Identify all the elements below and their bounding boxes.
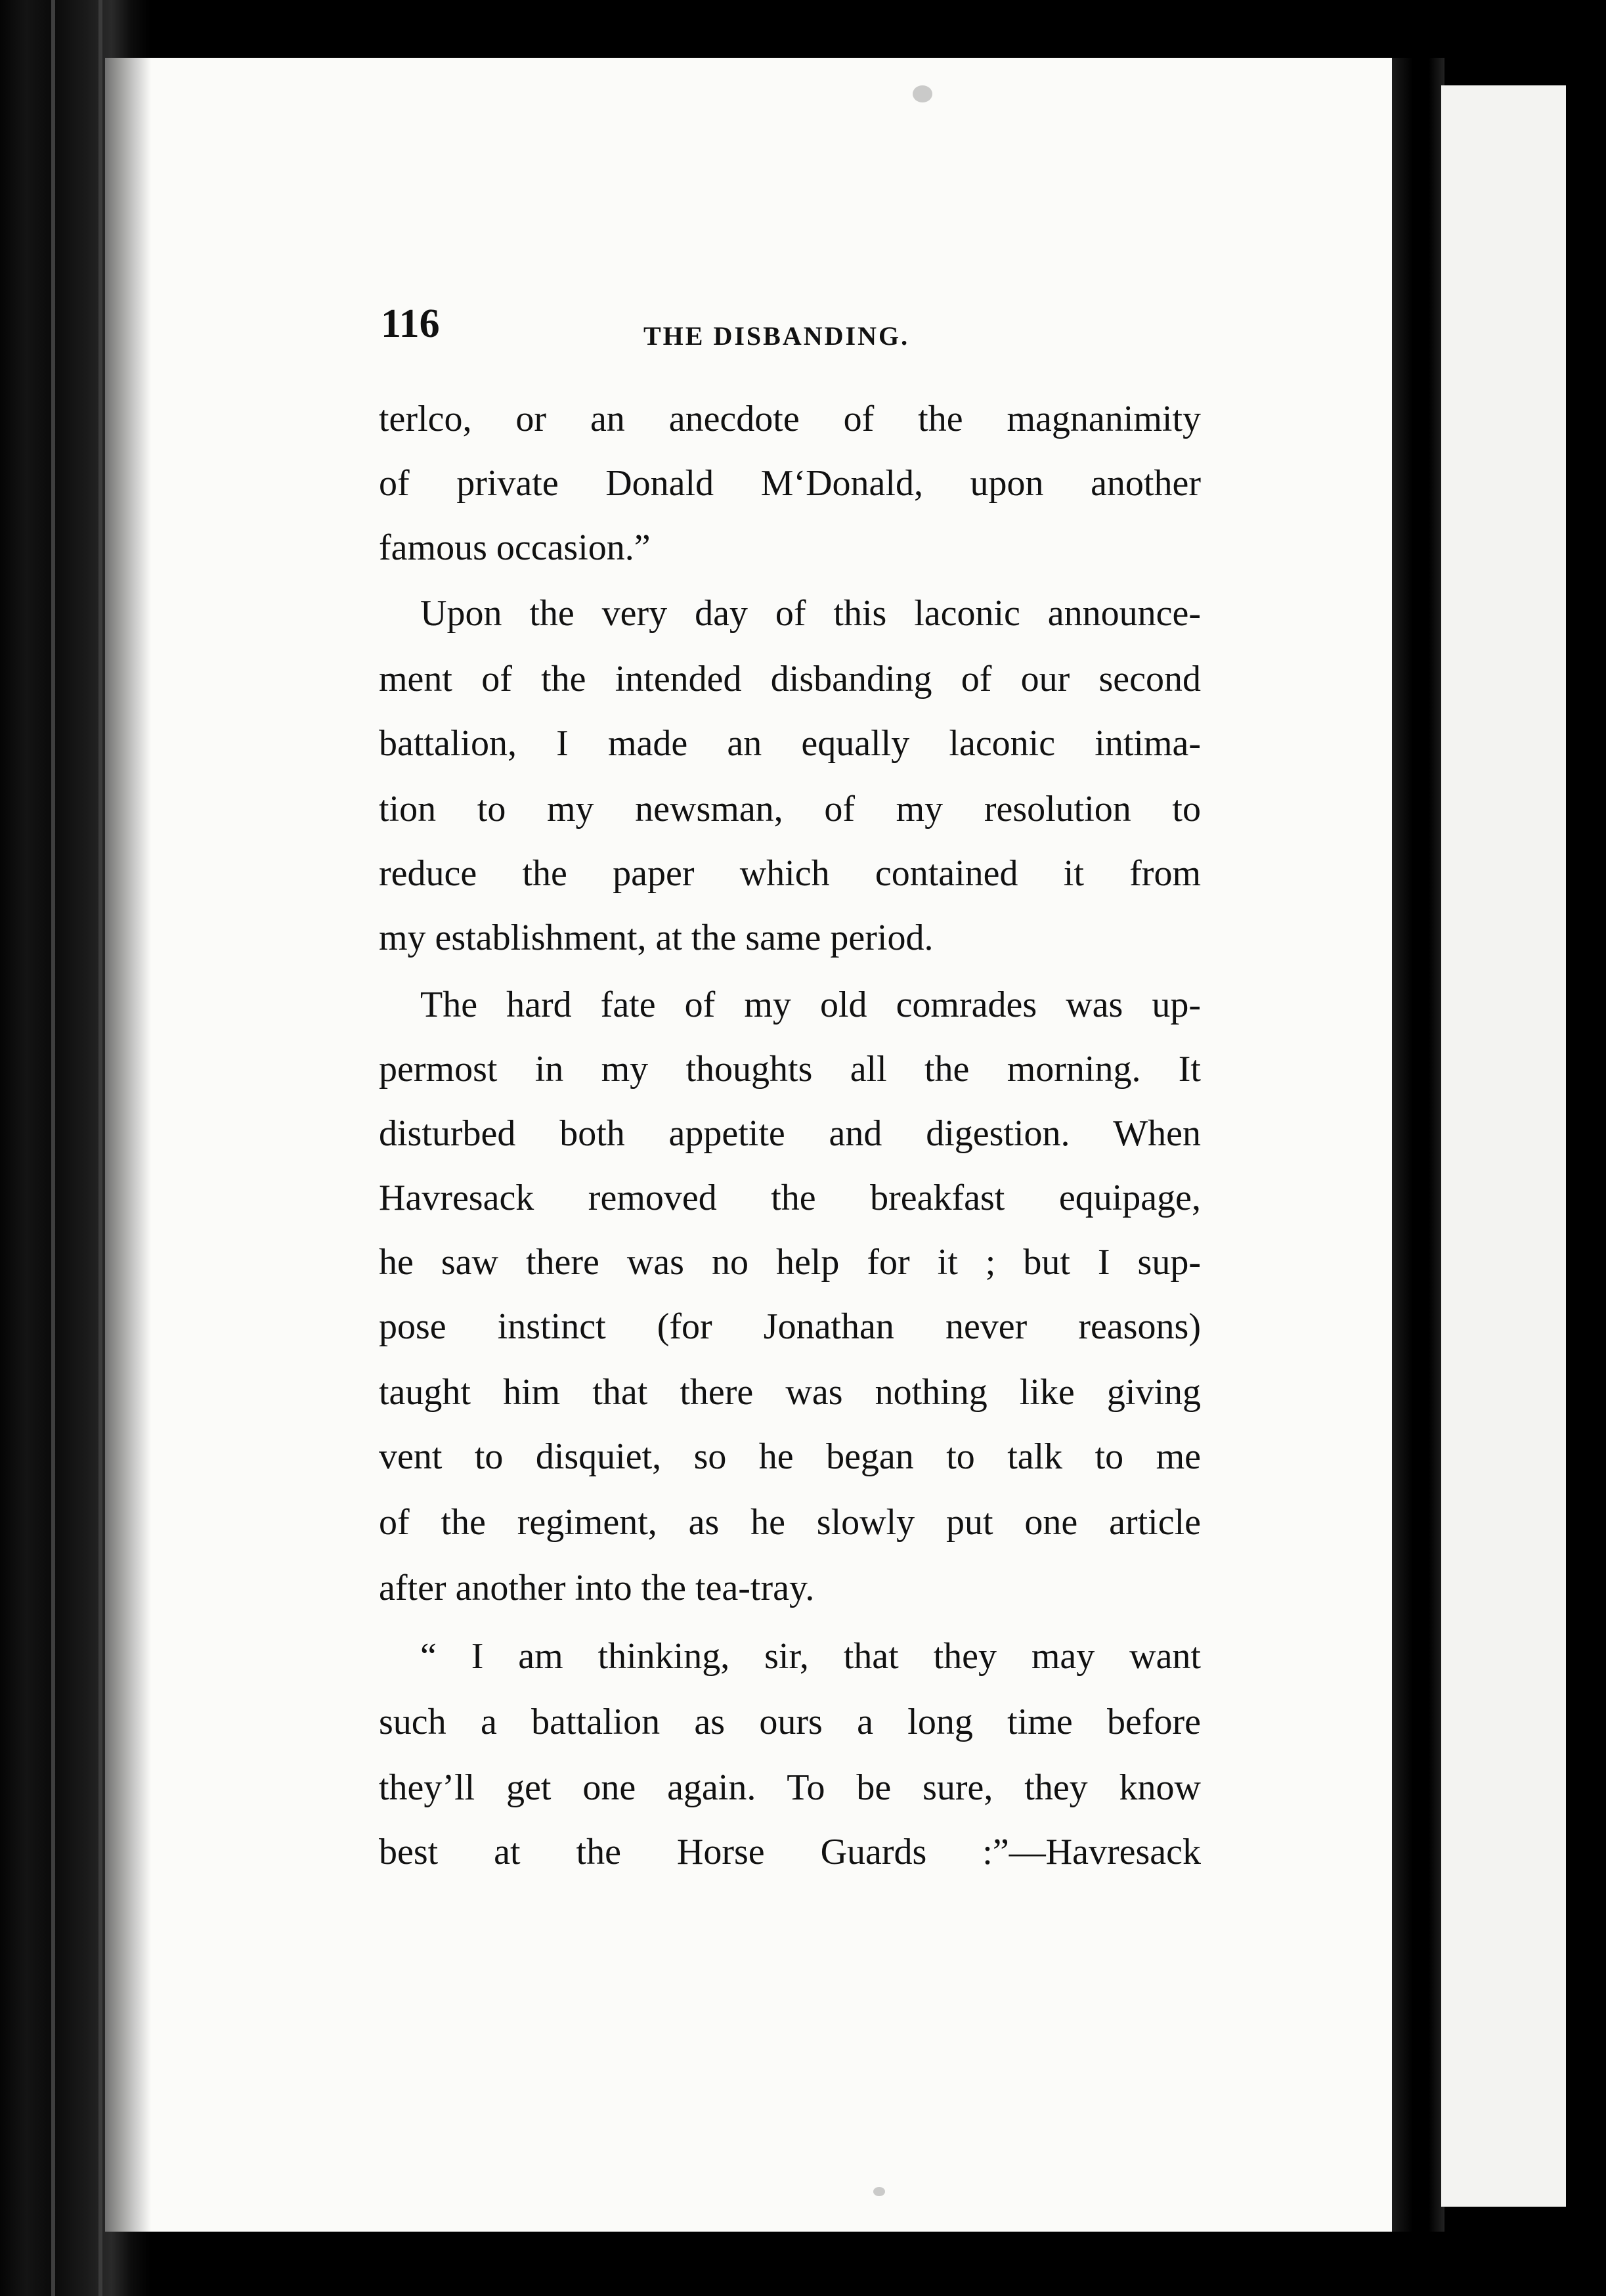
text-line: permost in my thoughts all the morning. It	[379, 1049, 1201, 1090]
page-header	[381, 301, 1248, 353]
text-line: battalion, I made an equally laconic intima-	[379, 723, 1201, 764]
text-line: Havresack removed the breakfast equipage,	[379, 1178, 1201, 1218]
running-head: THE DISBANDING.	[643, 321, 910, 351]
text-line: tion to my newsman, of my resolution to	[379, 789, 1201, 829]
text-line: pose instinct (for Jonathan never reasons)	[379, 1306, 1201, 1347]
text-line: such a battalion as ours a long time before	[379, 1702, 1201, 1742]
text-line: ment of the intended disbanding of our second	[379, 659, 1201, 699]
text-line: The hard fate of my old comrades was up-	[420, 984, 1201, 1025]
ink-smudge	[913, 85, 932, 102]
spine-streak	[98, 0, 102, 2296]
text-line: of the regiment, as he slowly put one article	[379, 1502, 1201, 1543]
page-gutter	[1392, 58, 1444, 2232]
page-edge-shadow	[105, 58, 151, 2232]
facing-page-edge	[1441, 85, 1566, 2207]
text-line: disturbed both appetite and digestion. When	[379, 1113, 1201, 1154]
text-line: terlco, or an anecdote of the magnanimity	[379, 399, 1201, 439]
ink-smudge	[873, 2187, 885, 2196]
text-line: my establishment, at the same period.	[379, 917, 934, 958]
text-line: best at the Horse Guards :”—Havresack	[379, 1832, 1201, 1872]
text-line: of private Donald M‘Donald, upon another	[379, 463, 1201, 504]
text-line: famous occasion.”	[379, 527, 651, 568]
page-number: 116	[381, 301, 440, 346]
text-line: vent to disquiet, so he began to talk to me	[379, 1436, 1201, 1477]
text-line: they’ll get one again. To be sure, they know	[379, 1767, 1201, 1808]
text-line: taught him that there was nothing like giving	[379, 1372, 1201, 1413]
text-line: reduce the paper which contained it from	[379, 853, 1201, 894]
text-line: after another into the tea-tray.	[379, 1568, 815, 1608]
text-line: he saw there was no help for it ; but I sup-	[379, 1242, 1201, 1283]
spine-streak	[51, 0, 55, 2296]
text-line: Upon the very day of this laconic announce-	[420, 593, 1201, 634]
text-line: “ I am thinking, sir, that they may want	[420, 1636, 1201, 1677]
